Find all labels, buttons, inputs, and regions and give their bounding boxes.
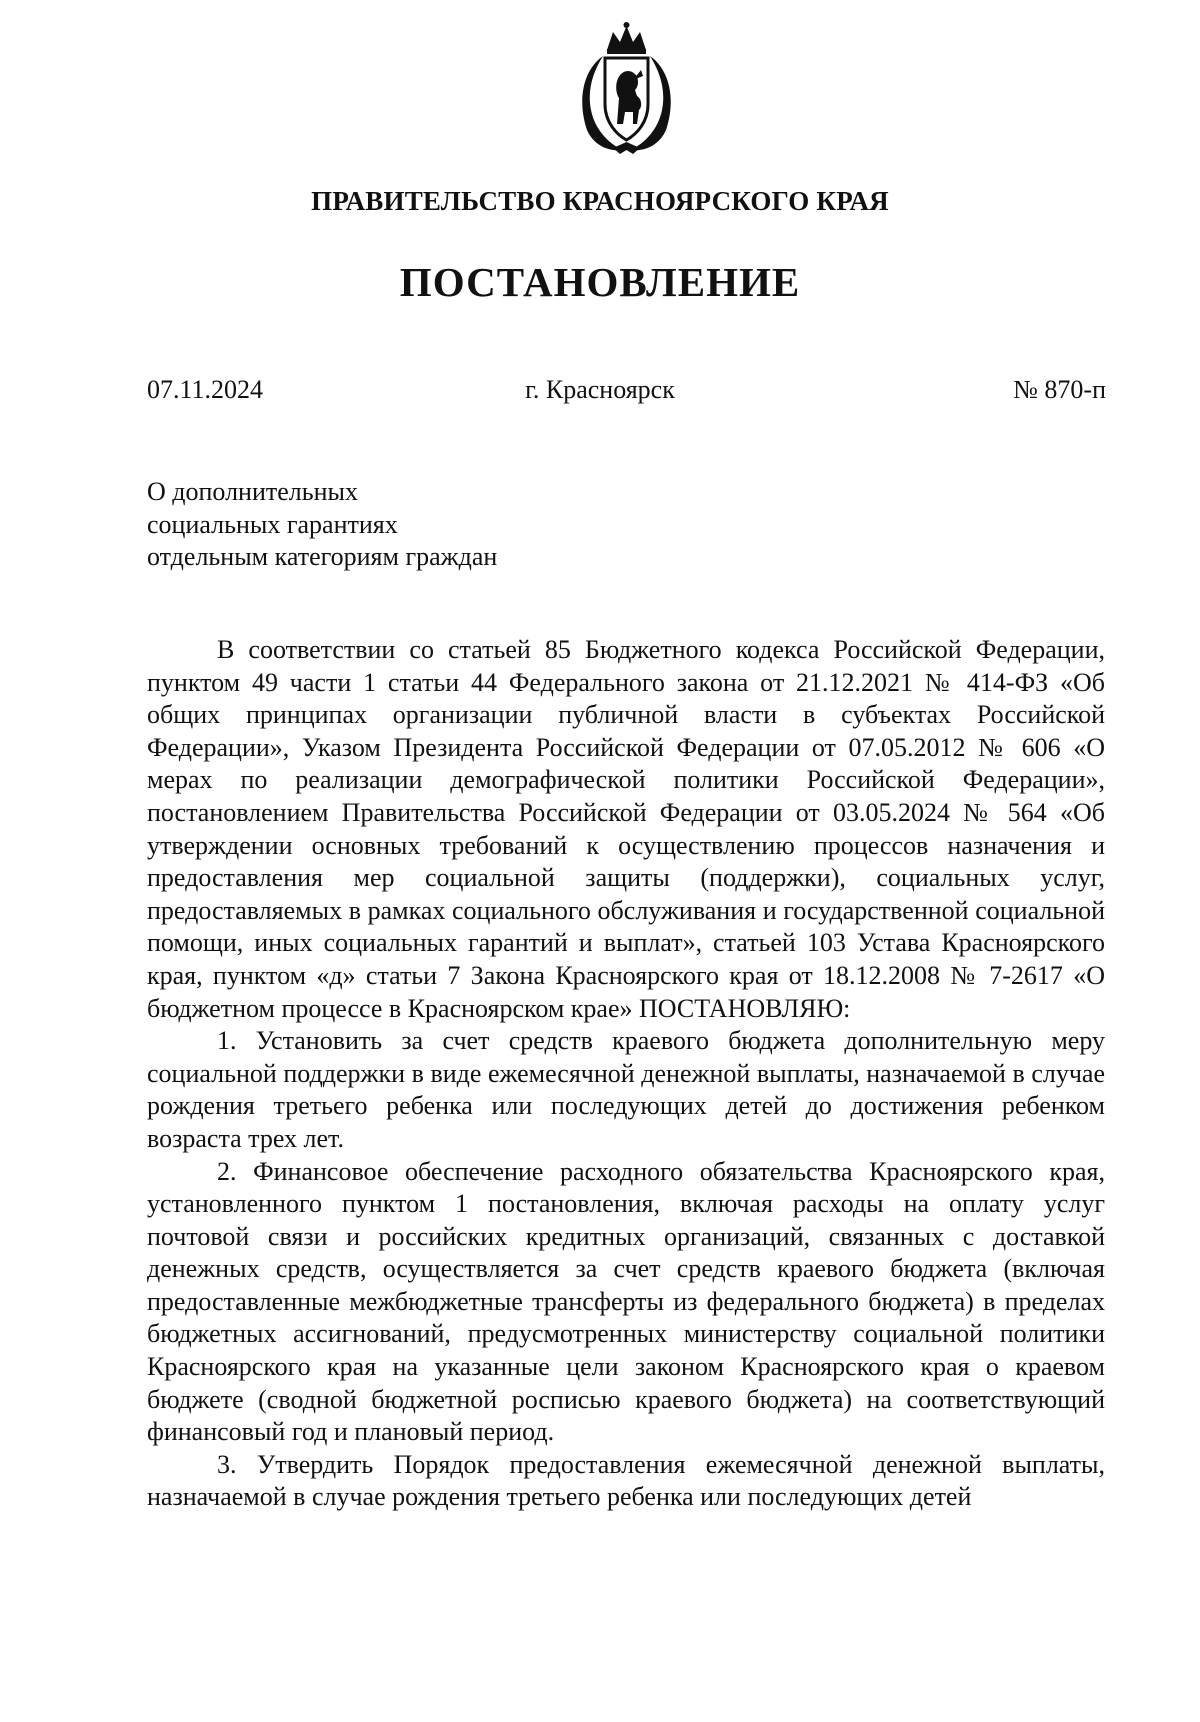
document-city: г. Красноярск [525, 375, 675, 404]
document-date: 07.11.2024 [147, 375, 264, 404]
organization-name: ПРАВИТЕЛЬСТВО КРАСНОЯРСКОГО КРАЯ [311, 186, 889, 216]
document-number: № 870-п [1013, 375, 1106, 404]
subject-line: отдельным категориям граждан [147, 542, 498, 571]
item-1-paragraph: 1. Установить за счет средств краевого бюджета дополнительную меру социальной поддержки в виде ежемесячной денежной выплаты, назначаемой в случае рождения третьего ребенка или последующих детей до достижения ребенком возраста трех лет. [147, 1026, 1105, 1153]
subject-line: социальных гарантиях [147, 509, 398, 539]
document-type: ПОСТАНОВЛЕНИЕ [399, 259, 801, 305]
document-subject [147, 476, 497, 574]
item-3-paragraph: 3. Утвердить Порядок предоставления ежемесячной денежной выплаты, назначаемой в случае рождения третьего ребенка или последующих детей [147, 1449, 1105, 1512]
preamble-paragraph: В соответствии со статьей 85 Бюджетного кодекса Российской Федерации, пунктом 49 части 1 статьи 44 Федерального закона от 21.12.2021 № 414-ФЗ «Об общих принципах организации публичной власти в субъектах Российской Федерации», Указом Президента Российской Федерации от 07.05.2012 № 606 «О мерах по реализации демографической политики Российской Федерации», постановлением Правительства Российской Федерации от 03.05.2024 № 564 «Об утверждении основных требований к осуществлению процессов назначения и предоставления мер социальной защиты (поддержки), социальных услуг, предоставляемых в рамках социального обслуживания и государственной социальной помощи, иных социальных гарантий и выплат», статьей 103 Устава Красноярского края, пунктом «д» статьи 7 Закона Красноярского края от 18.12.2008 № 7-2617 «О бюджетном процессе в Красноярском крае» ПОСТАНОВЛЯЮ: [147, 635, 1105, 1023]
document-body [147, 634, 1105, 1514]
subject-line: О дополнительных [147, 477, 358, 506]
krasnoyarsk-coat-of-arms-icon [573, 20, 680, 155]
item-2-paragraph: 2. Финансовое обеспечение расходного обязательства Красноярского края, установленного пунктом 1 постановления, включая расходы на оплату услуг почтовой связи и российских кредитных организаций, связанных с доставкой денежных средств, осуществляется за счет средств краевого бюджета (включая предоставленные межбюджетные трансферты из федерального бюджета) в пределах бюджетных ассигнований, предусмотренных министерству социальной политики Красноярского края на указанные цели законом Красноярского края о краевом бюджете (сводной бюджетной росписью краевого бюджета) на соответствующий финансовый год и плановый период. [147, 1156, 1105, 1447]
